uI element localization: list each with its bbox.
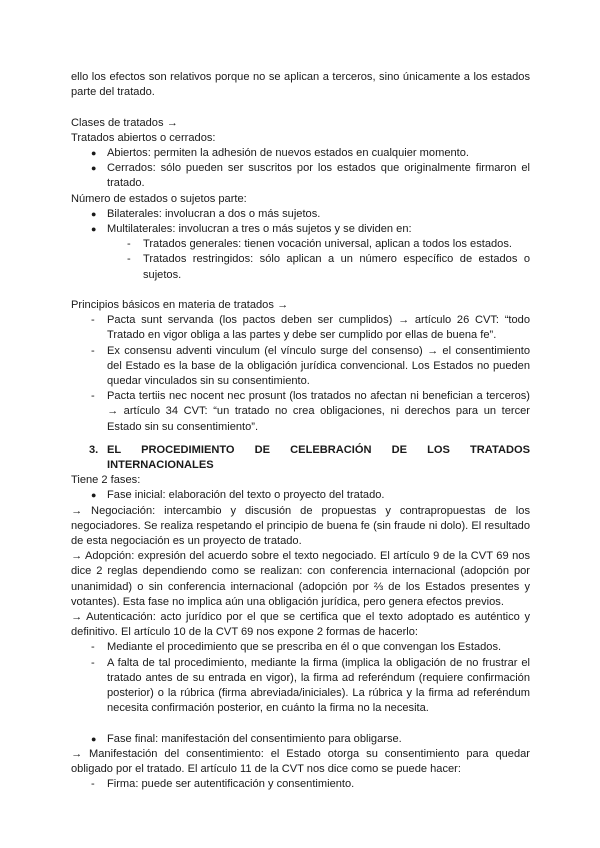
abiertos-title: Tratados abiertos o cerrados: xyxy=(71,131,216,144)
dash-marker: - xyxy=(127,253,131,266)
fases-line: Tiene 2 fases: xyxy=(71,474,141,487)
bullet-icon: ● xyxy=(91,224,97,235)
list-item-tertiis: - Pacta tertiis nec nocent nec prosunt (los tratados no afectan ni benefician a terceros) → artículo 34 CVT: “un tratado no crea obligaciones, ni derechos para un tercer Estado sin su consentimiento”. xyxy=(91,390,530,433)
list-item-cerrados: ● Cerrados: sólo pueden ser suscritos por los estados que originalmente firmaron el tratado. xyxy=(91,162,530,190)
dash-marker: - xyxy=(91,390,95,403)
adopcion-paragraph: → Adopción: expresión del acuerdo sobre el texto negociado. El artículo 9 de la CVT 69 nos dice 2 reglas dependiendo como se realizan: con conferencia internacional (adopción por unanimidad) o sin conferencia internacional (adopción por ⅔ de los Estados presentes y votantes). Esta fase no implica aún una obligación jurídica, pero genera efectos previos. xyxy=(71,550,530,608)
list-item-fase-final: ● Fase final: manifestación del consentimiento para obligarse. xyxy=(71,732,530,747)
dash-marker: - xyxy=(127,238,131,251)
negociacion-paragraph: → Negociación: intercambio y discusión de propuestas y contrapropuestas de los negociadores. Se realiza respetando el principio de buena fe (sin fraude ni dolo). El resultado de esta negociación es un proyecto de tratado. xyxy=(71,504,530,548)
bullet-icon: ● xyxy=(91,490,97,501)
clases-title: Clases de tratados → xyxy=(71,116,178,129)
list-item-bilaterales: ● Bilaterales: involucran a dos o más sujetos. xyxy=(71,207,530,222)
dash-marker: - xyxy=(91,656,95,669)
manifestacion-paragraph: → Manifestación del consentimiento: el Estado otorga su consentimiento para quedar obligado por el tratado. El artículo 11 de la CVT nos dice como se puede hacer: xyxy=(71,747,530,776)
bullet-icon: ● xyxy=(91,148,97,158)
bullet-icon: ● xyxy=(91,163,97,174)
intro-paragraph: ello los efectos son relativos porque no se aplican a terceros, sino únicamente a los estados parte del tratado. xyxy=(71,71,530,99)
bullet-icon: ● xyxy=(91,733,97,744)
section-heading-line1: EL PROCEDIMIENTO DE CELEBRACIÓN DE LOS TRATADOS xyxy=(107,443,530,456)
bullet-icon: ● xyxy=(91,208,97,219)
dash-marker: - xyxy=(91,344,95,357)
dash-marker: - xyxy=(91,314,95,327)
numero-title: Número de estados o sujetos parte: xyxy=(71,192,247,205)
principios-title: Principios básicos en materia de tratados → xyxy=(71,299,289,312)
list-item-restringidos: - Tratados restringidos: sólo aplican a un número específico de estados o sujetos. xyxy=(127,253,530,281)
section-number: 3. xyxy=(89,443,99,456)
list-item-multilaterales: ● Multilaterales: involucran a tres o más sujetos y se dividen en: xyxy=(71,222,530,237)
list-item-consensu: - Ex consensu adventi vinculum (el vínculo surge del consenso) → el consentimiento del Estado es la base de la obligación jurídica convencional. Los Estados no pueden quedar vinculados sin su consentimiento. xyxy=(91,344,530,388)
list-item-auth-2: - A falta de tal procedimiento, mediante la firma (implica la obligación de no frustrar el tratado antes de su entrada en vigor), la firma ad referéndum (requiere confirmación posterior) o la rúbrica (firma abreviada/iniciales). La rúbrica y la firma ad referéndum necesita confirmación posterior, en cuánto la firma no la necesita. xyxy=(91,656,530,715)
document-page xyxy=(71,70,530,793)
dash-marker: - xyxy=(91,778,95,791)
list-item-generales: - Tratados generales: tienen vocación universal, aplican a todos los estados. xyxy=(71,237,530,252)
section-heading-line2: INTERNACIONALES xyxy=(107,459,214,472)
list-item-auth-1: - Mediante el procedimiento que se prescriba en él o que convengan los Estados. xyxy=(71,640,530,655)
list-item-fase-inicial: ● Fase inicial: elaboración del texto o proyecto del tratado. xyxy=(71,488,530,503)
autenticacion-paragraph: → Autenticación: acto jurídico por el que se certifica que el texto adoptado es auténtico y definitivo. El artículo 10 de la CVT 69 nos expone 2 formas de hacerlo: xyxy=(71,611,530,639)
list-item-pacta: - Pacta sunt servanda (los pactos deben ser cumplidos) → artículo 26 CVT: “todo Tratado en vigor obliga a las partes y debe ser cumplido por ellas de buena fe”. xyxy=(91,314,530,342)
list-item-abiertos: ● Abiertos: permiten la adhesión de nuevos estados en cualquier momento. xyxy=(71,146,530,161)
dash-marker: - xyxy=(91,641,95,654)
list-item-firma: - Firma: puede ser autentificación y consentimiento. xyxy=(71,777,530,792)
section-heading xyxy=(71,443,530,473)
